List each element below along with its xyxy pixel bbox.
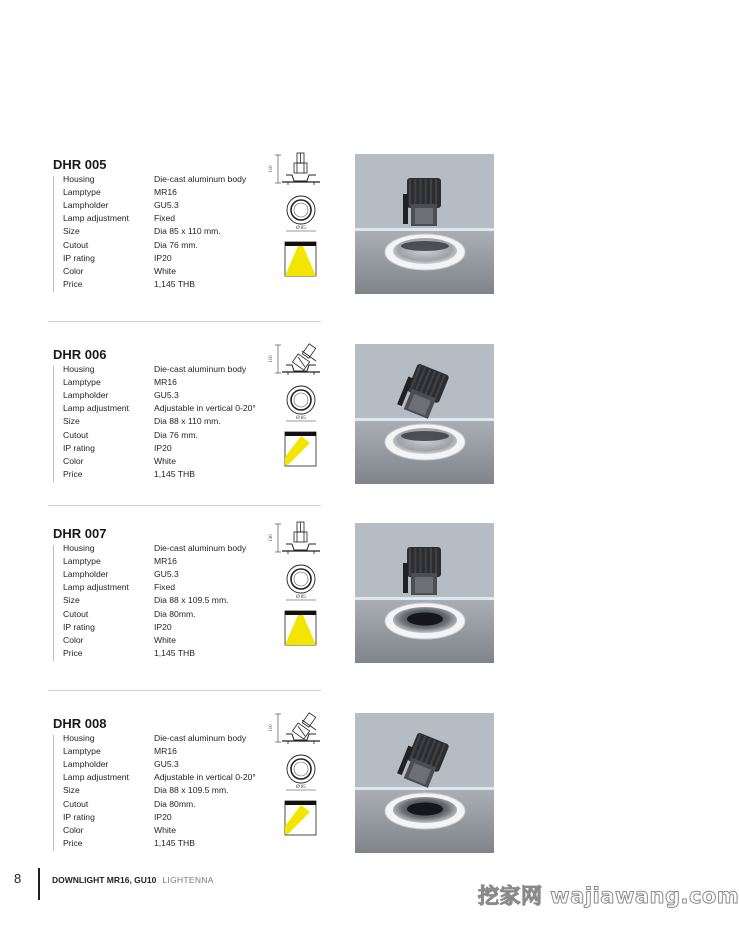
spec-value: Dia 88 x 110 mm.: [154, 416, 221, 427]
spec-value: 1,145 THB: [154, 837, 195, 848]
product-section: [0, 526, 695, 716]
spec-value: Dia 85 x 110 mm.: [154, 226, 221, 237]
spec-value: Die-cast aluminum body: [154, 364, 247, 374]
section-separator: [48, 690, 321, 691]
spec-value: Dia 88 x 109.5 mm.: [154, 785, 229, 796]
spec-value: Adjustable in vertical 0-20°: [154, 772, 256, 783]
spec-label: Size: [63, 416, 80, 427]
footer-divider: [38, 868, 40, 900]
beam-angle-icon: [285, 611, 316, 645]
spec-label: Lamptype: [63, 187, 101, 198]
spec-value: Dia 88 x 109.5 mm.: [154, 595, 229, 606]
footer-brand: LIGHTENNA: [162, 875, 214, 885]
spec-label: Size: [63, 226, 80, 237]
spec-label: Price: [63, 647, 83, 658]
spec-value: MR16: [154, 556, 177, 567]
spec-label: IP rating: [63, 621, 95, 632]
spec-label: Housing: [63, 733, 95, 743]
footer-title: DOWNLIGHT MR16, GU10: [52, 875, 157, 885]
spec-label: Housing: [63, 364, 95, 374]
spec-value: 1,145 THB: [154, 468, 195, 479]
spec-value: MR16: [154, 187, 177, 198]
spec-label: Cutout: [63, 239, 89, 250]
spec-label: Lampholder: [63, 390, 109, 401]
spec-value: Die-cast aluminum body: [154, 733, 247, 743]
side-view-drawing-icon: [264, 149, 344, 289]
spec-label: Lamptype: [63, 556, 101, 567]
spec-value: 1,145 THB: [154, 278, 195, 289]
spec-label: Lampholder: [63, 759, 109, 770]
product-model-title: DHR 007: [53, 526, 107, 541]
top-view-drawing-icon: [287, 386, 315, 414]
diameter-dimension-label: Ø 85: [296, 416, 306, 421]
product-model-title: DHR 008: [53, 716, 107, 731]
spec-label: Lamp adjustment: [63, 772, 129, 783]
side-view-drawing-icon: [264, 708, 344, 848]
top-view-drawing-icon: [287, 196, 315, 224]
product-model-title: DHR 005: [53, 157, 107, 172]
spec-value: IP20: [154, 442, 172, 453]
spec-value: GU5.3: [154, 569, 179, 580]
spec-label: Lampholder: [63, 200, 109, 211]
spec-label: Size: [63, 785, 80, 796]
spec-value: Dia 76 mm.: [154, 429, 198, 440]
spec-value: IP20: [154, 252, 172, 263]
spec-divider-line: [53, 735, 54, 851]
top-view-drawing-icon: [287, 565, 315, 593]
spec-label: IP rating: [63, 811, 95, 822]
section-separator: [48, 321, 321, 322]
height-dimension-label: 110: [269, 355, 274, 363]
spec-value: GU5.3: [154, 390, 179, 401]
spec-value: GU5.3: [154, 759, 179, 770]
spec-label: Price: [63, 837, 83, 848]
top-view-drawing-icon: [287, 755, 315, 783]
watermark: 挖家网 wajiawang.com: [478, 884, 739, 908]
spec-label: Price: [63, 278, 83, 289]
spec-label: Cutout: [63, 608, 89, 619]
technical-drawings: [264, 149, 344, 289]
spec-label: Lampholder: [63, 569, 109, 580]
spec-divider-line: [53, 366, 54, 482]
product-photo: [355, 713, 494, 853]
spec-label: Housing: [63, 174, 95, 184]
spec-label: Housing: [63, 543, 95, 553]
spec-value: Fixed: [154, 213, 176, 224]
product-section: [0, 347, 695, 537]
spec-value: White: [154, 265, 176, 276]
side-view-drawing-icon: [264, 339, 344, 479]
beam-angle-icon: [285, 801, 316, 835]
spec-label: Lamp adjustment: [63, 403, 129, 414]
spec-divider-line: [53, 176, 54, 292]
product-photo: [355, 344, 494, 484]
footer-caption: [52, 875, 214, 885]
spec-label: Cutout: [63, 798, 89, 809]
spec-label: Color: [63, 824, 84, 835]
product-section: [0, 157, 695, 347]
spec-label: Lamp adjustment: [63, 582, 129, 593]
spec-value: White: [154, 634, 176, 645]
spec-value: MR16: [154, 746, 177, 757]
height-dimension-label: 110: [269, 165, 274, 173]
technical-drawings: [264, 339, 344, 479]
product-photo: [355, 523, 494, 663]
spec-label: Cutout: [63, 429, 89, 440]
spec-value: IP20: [154, 621, 172, 632]
beam-angle-icon: [285, 432, 316, 466]
section-separator: [48, 505, 321, 506]
diameter-dimension-label: Ø 85: [296, 595, 306, 600]
spec-value: Die-cast aluminum body: [154, 174, 247, 184]
height-dimension-label: 130: [269, 534, 274, 542]
spec-value: Dia 76 mm.: [154, 239, 198, 250]
spec-value: Dia 80mm.: [154, 608, 196, 619]
beam-angle-icon: [285, 242, 316, 276]
spec-divider-line: [53, 545, 54, 661]
product-model-title: DHR 006: [53, 347, 107, 362]
technical-drawings: [264, 708, 344, 848]
spec-value: IP20: [154, 811, 172, 822]
height-dimension-label: 110: [269, 724, 274, 732]
spec-value: Dia 80mm.: [154, 798, 196, 809]
spec-label: Color: [63, 455, 84, 466]
technical-drawings: [264, 518, 344, 658]
page-number: 8: [14, 871, 22, 886]
side-view-drawing-icon: [264, 518, 344, 658]
spec-label: IP rating: [63, 442, 95, 453]
spec-label: Color: [63, 265, 84, 276]
spec-value: White: [154, 455, 176, 466]
spec-value: Die-cast aluminum body: [154, 543, 247, 553]
spec-value: Adjustable in vertical 0-20°: [154, 403, 256, 414]
spec-value: 1,145 THB: [154, 647, 195, 658]
spec-label: IP rating: [63, 252, 95, 263]
diameter-dimension-label: Ø 85: [296, 226, 306, 231]
product-photo: [355, 154, 494, 294]
spec-label: Color: [63, 634, 84, 645]
spec-value: Fixed: [154, 582, 176, 593]
spec-value: GU5.3: [154, 200, 179, 211]
spec-value: White: [154, 824, 176, 835]
diameter-dimension-label: Ø 85: [296, 785, 306, 790]
spec-value: MR16: [154, 377, 177, 388]
spec-label: Lamp adjustment: [63, 213, 129, 224]
spec-label: Size: [63, 595, 80, 606]
spec-label: Lamptype: [63, 746, 101, 757]
spec-label: Price: [63, 468, 83, 479]
spec-label: Lamptype: [63, 377, 101, 388]
